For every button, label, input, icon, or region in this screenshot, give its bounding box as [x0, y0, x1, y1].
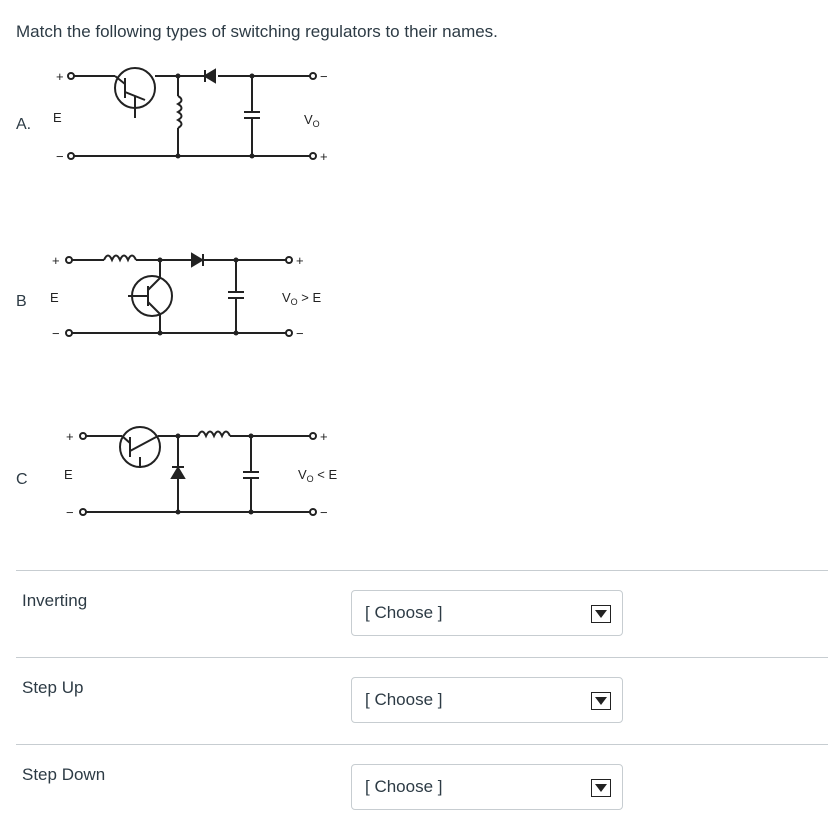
- b-out-top: +: [296, 253, 304, 268]
- c-pos-in: +: [66, 429, 74, 444]
- option-letter-c: C: [16, 471, 28, 488]
- svg-text:VO: [304, 112, 320, 129]
- b-vo: V: [282, 290, 291, 305]
- match-select-step-down[interactable]: [351, 764, 623, 810]
- matching-list: [16, 570, 828, 831]
- match-row: [16, 570, 828, 657]
- select-value: [ Choose ]: [365, 777, 443, 796]
- b-relation: > E: [297, 290, 322, 305]
- match-row: [16, 744, 828, 831]
- a-vo: V: [304, 112, 313, 127]
- c-vo: V: [298, 467, 307, 482]
- question-text: Match the following types of switching regulators to their names.: [16, 22, 498, 41]
- svg-text:VO < E: [298, 467, 338, 484]
- c-neg-in: −: [66, 505, 74, 520]
- match-select-step-up[interactable]: [351, 677, 623, 723]
- a-out-bottom: +: [320, 149, 328, 164]
- select-value: [ Choose ]: [365, 690, 443, 709]
- a-neg-in: −: [56, 149, 64, 164]
- b-neg-in: −: [52, 326, 60, 341]
- c-out-bottom: −: [320, 505, 328, 520]
- b-out-bottom: −: [296, 326, 304, 341]
- a-vo-sub: O: [312, 119, 320, 129]
- match-label: Inverting: [22, 591, 88, 610]
- chevron-down-icon: [591, 605, 611, 623]
- match-row: [16, 657, 828, 744]
- c-out-top: +: [320, 429, 328, 444]
- match-label: Step Down: [22, 765, 106, 784]
- a-out-top: −: [320, 69, 328, 84]
- chevron-down-icon: [591, 779, 611, 797]
- b-e-label: E: [50, 290, 59, 305]
- circuit-b-step-up: [0, 240, 828, 340]
- option-letter-a: A.: [16, 116, 32, 133]
- circuit-c-step-down: [0, 415, 828, 525]
- option-letter-b: B: [16, 293, 27, 310]
- chevron-down-icon: [591, 692, 611, 710]
- b-vo-sub: O: [290, 297, 298, 307]
- select-value: [ Choose ]: [365, 603, 443, 622]
- match-select-inverting[interactable]: [351, 590, 623, 636]
- circuit-a-inverting: [0, 60, 828, 170]
- svg-text:VO > E: [282, 290, 322, 307]
- a-e-label: E: [53, 110, 62, 125]
- c-vo-sub: O: [306, 474, 314, 484]
- a-pos-in: +: [56, 69, 64, 84]
- match-label: Step Up: [22, 678, 84, 697]
- c-relation: < E: [313, 467, 338, 482]
- c-e-label: E: [64, 467, 73, 482]
- b-pos-in: +: [52, 253, 60, 268]
